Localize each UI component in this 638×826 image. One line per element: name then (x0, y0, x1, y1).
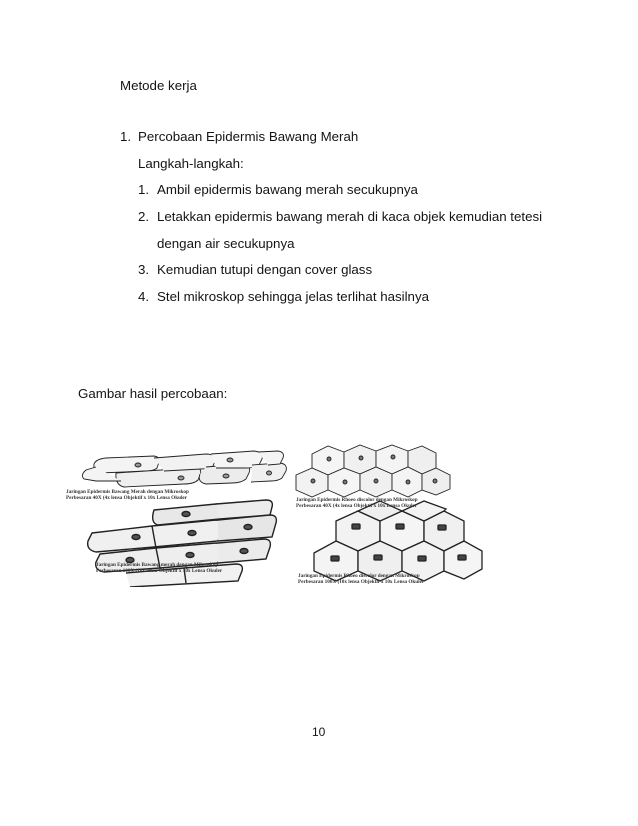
figure-1-caption-line1: Jaringan Epidermis Bawang Merah dengan Mikroskop (66, 489, 189, 495)
figure-4-caption-line2: Perbesaran 100X (10x lensa Objektif x 10x Lensa Okuler (298, 579, 425, 585)
page-number: 10 (312, 725, 326, 739)
step-3-text: Kemudian tutupi dengan cover glass (157, 262, 373, 277)
step-2-text-continued: dengan air secukupnya (157, 236, 295, 251)
steps-label: Langkah-langkah: (138, 156, 244, 171)
figure-2-caption-line2: Perbesaran 40X (4x lensa Objektif x 10x Lensa Okuler (296, 503, 418, 509)
figure-4-caption-line1: Jaringan Epidermis Rhoeo discolor dengan Mikroskop (298, 573, 420, 579)
microscope-figures (66, 437, 490, 587)
step-1-text: Ambil epidermis bawang merah secukupnya (157, 182, 418, 197)
section-title: Percobaan Epidermis Bawang Merah (138, 129, 359, 144)
method-heading: Metode kerja (120, 78, 197, 93)
step-2-text: Letakkan epidermis bawang merah di kaca objek kemudian tetesi (157, 209, 543, 224)
step-1-number: 1. (138, 182, 150, 197)
figure-3-caption-line1: Jaringan Epidermis Bawang merah dengan Mikroskop (96, 562, 219, 568)
figure-3-caption-line2: Perbesaran 100X (10x lensa Objektif x 10x Lensa Okuler (96, 568, 223, 574)
step-4-number: 4. (138, 289, 150, 304)
onion-cells-40x (82, 451, 286, 487)
rhoeo-cells-40x (296, 445, 450, 497)
figure-2-caption-line1: Jaringan Epidermis Rhoeo discolor dengan Mikroskop (296, 497, 418, 503)
step-3-number: 3. (138, 262, 150, 277)
figure-1-caption-line2: Perbesaran 40X (4x lensa Objektif x 10x Lensa Okuler (66, 495, 188, 501)
figure-label: Gambar hasil percobaan: (78, 386, 228, 401)
rhoeo-cells-100x (314, 501, 482, 581)
step-4-text: Stel mikroskop sehingga jelas terlihat hasilnya (157, 289, 429, 304)
step-2-number: 2. (138, 209, 150, 224)
section-number: 1. (120, 129, 132, 144)
